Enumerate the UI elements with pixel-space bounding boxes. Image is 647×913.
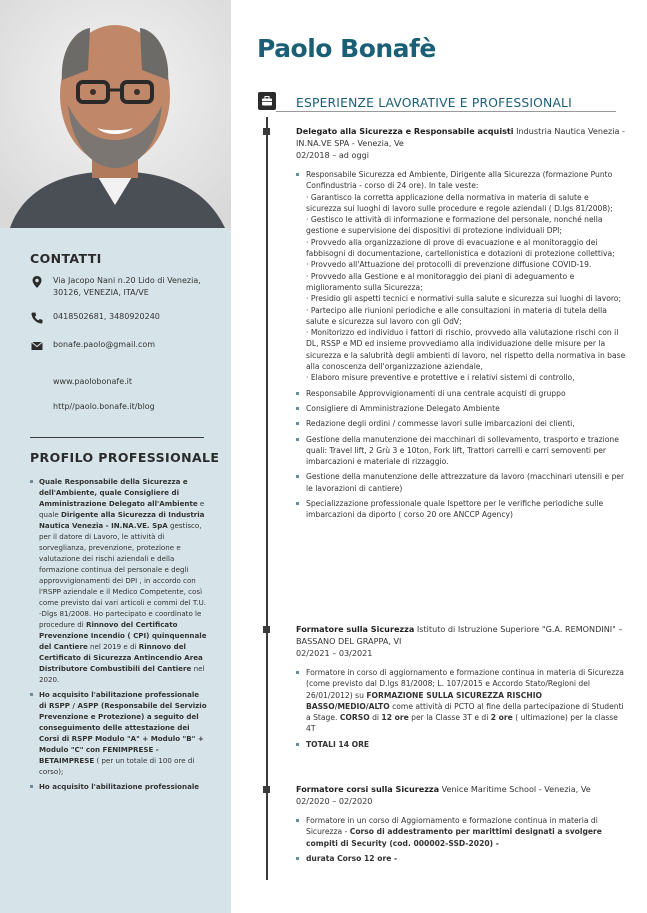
list-item: Gestione della manutenzione delle attrezzature da lavoro (macchinari utensili e per le lavorazioni di cantiere) xyxy=(296,471,626,494)
blog-link[interactable]: http//paolo.bonafe.it/blog xyxy=(53,402,155,411)
job-heading xyxy=(296,125,626,149)
job-heading xyxy=(296,783,626,795)
job-dates: 02/2020 – 02/2020 xyxy=(296,796,373,806)
person-name: Paolo Bonafè xyxy=(257,34,436,63)
list-item: TOTALI 14 ORE xyxy=(296,739,626,750)
job-company: Industria Nautica Venezia - IN.NA.VE SPA - Venezia, Ve xyxy=(296,126,625,148)
job-bullets xyxy=(296,169,626,521)
experience-divider xyxy=(276,111,616,112)
list-item: Redazione degli ordini / commesse lavori sulle imbarcazioni dei clienti, xyxy=(296,418,626,429)
website-link[interactable]: www.paolobonafe.it xyxy=(53,377,133,386)
briefcase-icon xyxy=(258,92,276,110)
job-heading xyxy=(296,623,626,647)
profile-list xyxy=(30,476,208,796)
profile-divider xyxy=(30,437,204,438)
list-item: Gestione della manutenzione dei macchinari di sollevamento, trasporto e trazione quali: Travel lift, 2 Grù 3 e 10ton, Fork lift, Trattori carrelli e carri semoventi per imbarcazioni e materiale di rizzaggio. xyxy=(296,434,626,468)
job-role: Delegato alla Sicurezza e Responsabile acquisti xyxy=(296,126,514,136)
phone-icon xyxy=(30,311,44,325)
timeline-node xyxy=(263,128,270,135)
list-item: Consigliere di Amministrazione Delegato Ambiente xyxy=(296,403,626,414)
job-role: Formatore corsi sulla Sicurezza xyxy=(296,784,440,794)
profile-photo xyxy=(0,0,231,228)
list-item: durata Corso 12 ore - xyxy=(296,853,626,864)
map-pin-icon xyxy=(30,275,44,289)
profile-item: Quale Responsabile della Sicurezza e dell'Ambiente, quale Consigliere di Amministrazione Delegato all'Ambiente e quale Dirigente alla Sicurezza di Industria Nautica Venezia - IN.NA.VE. SpA gestisco, per il datore di Lavoro, le attività di sorveglianza, prevenzione, protezione e valutazione dei rischi aziendali e della formazione continua del personale e degli approvvigionamenti dei DPI , in accordo con l'RSPP aziendale e il Medico Competente, così come previsto dai vari articoli e commi del T.U. -Dlgs 81/2008. Ho partecipato e coordinato le procedure di Rinnovo del Certificato Prevenzione Incendio ( CPI) quinquennale del Cantiere nel 2019 e di Rinnovo del Certificato di Sicurezza Antincendio Area Distributore Combustibili del Cantiere nel 2020. xyxy=(30,476,208,685)
list-item: Formatore in corso di aggiornamento e formazione continua in materia di Sicurezza (come previsto dal D.lgs 81/2008; L. 107/2015 e Accordo Stato/Regioni del 26/01/2012) su FORMAZIONE SULLA SICUREZZA RISCHIO BASSO/MEDIO/ALTO come attività di PCTO al fine della partecipazione di Studenti a Stage. CORSO di 12 ore per la Classe 3T e di 2 ore ( ultimazione) per la classe 4T xyxy=(296,667,626,735)
address-text: Via Jacopo Nani n.20 Lido di Venezia, 30126, VENEZIA, ITA/VE xyxy=(53,276,201,297)
contact-address xyxy=(30,275,210,305)
list-item: Formatore in un corso di Aggiornamento e formazione continua in materia di Sicurezza - Corso di addestramento per marittimi designati a svolgere compiti di Security (cod. 000002-SSD-2020) - xyxy=(296,815,626,849)
job-bullets xyxy=(296,815,626,864)
job-dates: 02/2021 – 03/2021 xyxy=(296,648,373,658)
job-entry xyxy=(296,783,626,868)
timeline-node xyxy=(263,626,270,633)
phone-text: 0418502681, 3480920240 xyxy=(53,312,160,321)
list-item: Responsabile Approvvigionamenti di una centrale acquisti di gruppo xyxy=(296,388,626,399)
job-dates: 02/2018 – ad oggi xyxy=(296,150,369,160)
portrait-illustration xyxy=(0,0,231,228)
experience-section-title: ESPERIENZE LAVORATIVE E PROFESSIONALI xyxy=(296,96,572,110)
timeline-line xyxy=(266,117,268,880)
job-entry xyxy=(296,623,626,754)
profile-item: Ho acquisito l'abilitazione professionale xyxy=(30,781,208,792)
envelope-icon xyxy=(30,339,44,353)
job-entry xyxy=(296,125,626,525)
contact-email xyxy=(30,339,210,369)
sidebar xyxy=(0,0,231,913)
contact-phone xyxy=(30,311,210,341)
profilo-title: PROFILO PROFESSIONALE xyxy=(30,450,220,465)
list-item: Specializzazione professionale quale Ispettore per le verifiche periodiche sulle imbarcazioni da diporto ( corso 20 ore ANCCP Agency) xyxy=(296,498,626,521)
job-company: Venice Maritime School - Venezia, Ve xyxy=(439,784,591,794)
job-role: Formatore sulla Sicurezza xyxy=(296,624,415,634)
job-company: Istituto di Istruzione Superiore "G.A. REMONDINI" – BASSANO DEL GRAPPA, VI xyxy=(296,624,623,646)
timeline-node xyxy=(263,786,270,793)
email-link[interactable]: bonafe.paolo@gmail.com xyxy=(53,340,156,349)
contatti-title: CONTATTI xyxy=(30,251,102,266)
profile-item: Ho acquisito l'abilitazione professionale di RSPP / ASPP (Responsabile del Servizio Prevenzione e Protezione) a seguito del conseguimento delle attestazione dei Corsi di RSPP Modulo "A" + Modulo "B" + Modulo "C" con FENIMPRESE - BETAIMPRESE ( per un totale di 100 ore di corso); xyxy=(30,689,208,777)
job-bullets xyxy=(296,667,626,750)
list-item: Responsabile Sicurezza ed Ambiente, Dirigente alla Sicurezza (formazione Punto Confindustria - corso di 24 ore). In tale veste: · Garantisco la corretta applicazione della normativa in materia di salute e sicurezza sui luoghi di lavoro sulle procedure e regole aziendali ( D.lgs 81/2008); · Gestisco le attività di informazione e formazione del personale, nonché nella gestione e supervisione dei dispositivi di protezione individuali DPI; · Provvedo alla organizzazione di prove di evacuazione e al monitoraggio dei fabbisogni di documentazione, cartellonistica e dotazioni di protezione collettiva; · Provvedo all'Attuazione dei protocolli di prevenzione diffusione COVID-19. · Provvedo alla Gestione e al monitoraggio dei piani di adeguamento e miglioramento sulla Sicurezza; · Presidio gli aspetti tecnici e normativi sulla salute e sicurezza sui luoghi di lavoro; · Partecipo alle riunioni periodiche e alle consultazioni in materia di tutela della salute e sicurezza sul lavoro con gli OdV; · Monitorizzo ed individuo i fattori di rischio, provvedo alla valutazione rischi con il DL, RSSP e MD ed insieme provvediamo alla individuazione delle misure per la sicurezza e la salubrità degli ambienti di lavoro, nel rispetto della normativa in base alla conoscenza dell'organizzazione aziendale, · Elaboro misure preventive e protettive e i relativi sistemi di controllo, xyxy=(296,169,626,384)
